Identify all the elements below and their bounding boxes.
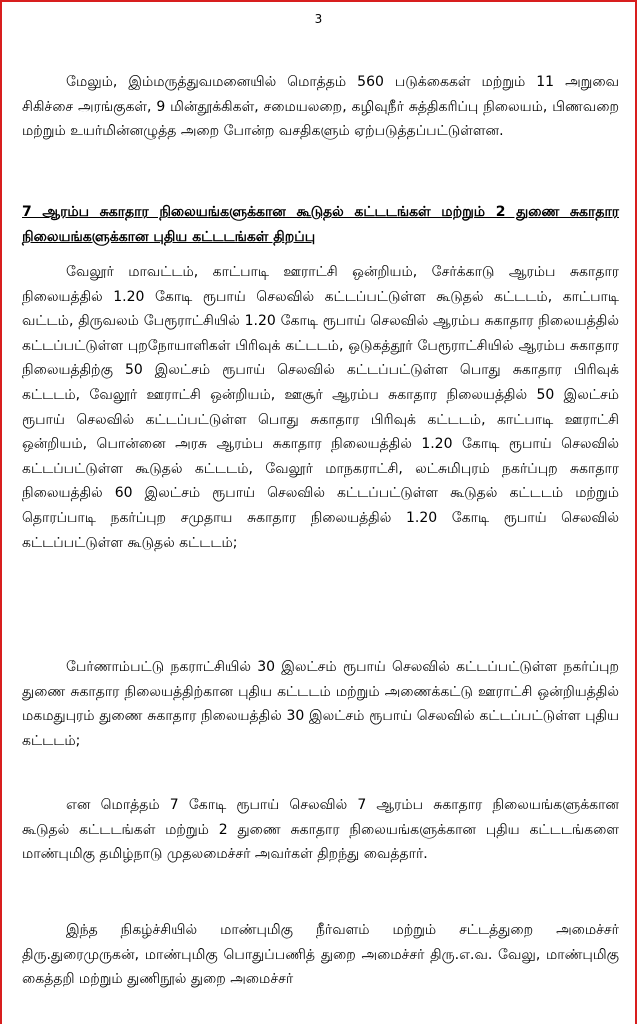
- paragraph-attendees: இந்த நிகழ்ச்சியில் மாண்புமிகு நீர்வளம் மற்றும் சட்டத்துறை அமைச்சர் திரு.துரைமுருகன், மாண்புமிகு பொதுப்பணித் துறை அமைச்சர் திரு.எ.வ. வேலு, மாண்புமிகு கைத்தறி மற்றும் துணிநூல் துறை அமைச்சர்: [22, 922, 619, 988]
- paragraph-phc-buildings: வேலூர் மாவட்டம், காட்பாடி ஊராட்சி ஒன்றியம், சேர்க்காடு ஆரம்ப சுகாதார நிலையத்தில் 1.20 கோடி ரூபாய் செலவில் கட்டப்பட்டுள்ள கூடுதல் கட்டடம், காட்பாடி வட்டம், திருவலம் பேரூராட்சியில் 1.20 கோடி ரூபாய் செலவில் ஆரம்ப சுகாதார நிலையத்தில் கட்டப்பட்டுள்ள புறநோயாளிகள் பிரிவுக் கட்டடம், ஒடுகத்தூர் பேரூராட்சியில் ஆரம்ப சுகாதார நிலையத்திற்கு 50 இலட்சம் ரூபாய் செலவில் கட்டப்பட்டுள்ள பொது சுகாதார பிரிவுக் கட்டடம், வேலூர் ஊராட்சி ஒன்றியம், ஊசூர் ஆரம்ப சுகாதார நிலையத்தில் 50 இலட்சம் ரூபாய் செலவில் கட்டப்பட்டுள்ள பொது சுகாதார பிரிவுக் கட்டடம், காட்பாடி ஊராட்சி ஒன்றியம், பொன்னை அரசு ஆரம்ப சுகாதார நிலையத்தில் 1.20 கோடி ரூபாய் செலவில் கட்டப்பட்டுள்ள கூடுதல் கட்டடம், வேலூர் மாநகராட்சி, லட்சுமிபுரம் நகர்ப்புற சுகாதார நிலையத்தில் 60 இலட்சம் ரூபாய் செலவில் கட்டப்பட்டுள்ள கூடுதல் கட்டடம் மற்றும் தொரப்பாடி நகர்ப்புற சமுதாய சுகாதார நிலையத்தில் 1.20 கோடி ரூபாய் செலவில் கட்டப்பட்டுள்ள கூடுதல் கட்டடம்;: [22, 264, 619, 551]
- page-number: 3: [314, 12, 323, 26]
- paragraph-subcentre-buildings: பேர்ணாம்பட்டு நகராட்சியில் 30 இலட்சம் ரூபாய் செலவில் கட்டப்பட்டுள்ள நகர்ப்புற துணை சுகாதார நிலையத்திற்கான புதிய கட்டடம் மற்றும் அணைக்கட்டு ஊராட்சி ஒன்றியத்தில் மகமதுபுரம் துணை சுகாதார நிலையத்தில் 30 இலட்சம் ரூபாய் செலவில் கட்டப்பட்டுள்ள புதிய கட்டடம்;: [22, 659, 619, 749]
- section-heading: 7 ஆரம்ப சுகாதார நிலையங்களுக்கான கூடுதல் கட்டடங்கள் மற்றும் 2 துணை சுகாதார நிலையங்களுக்கான புதிய கட்டடங்கள் திறப்பு: [22, 204, 619, 245]
- paragraph-summary: என மொத்தம் 7 கோடி ரூபாய் செலவில் 7 ஆரம்ப சுகாதார நிலையங்களுக்கான கூடுதல் கட்டடங்கள் மற்றும் 2 துணை சுகாதார நிலையங்களுக்கான புதிய கட்டடங்களை மாண்புமிகு தமிழ்நாடு முதலமைச்சர் அவர்கள் திறந்து வைத்தார்.: [22, 797, 619, 863]
- paragraph-facilities: மேலும், இம்மருத்துவமனையில் மொத்தம் 560 படுக்கைகள் மற்றும் 11 அறுவை சிகிச்சை அரங்குகள், 9 மின்தூக்கிகள், சமையலறை, கழிவுநீர் சுத்திகரிப்பு நிலையம், பிணவறை மற்றும் உயர்மின்னழுத்த அறை போன்ற வசதிகளும் ஏற்படுத்தப்பட்டுள்ளன.: [22, 74, 619, 140]
